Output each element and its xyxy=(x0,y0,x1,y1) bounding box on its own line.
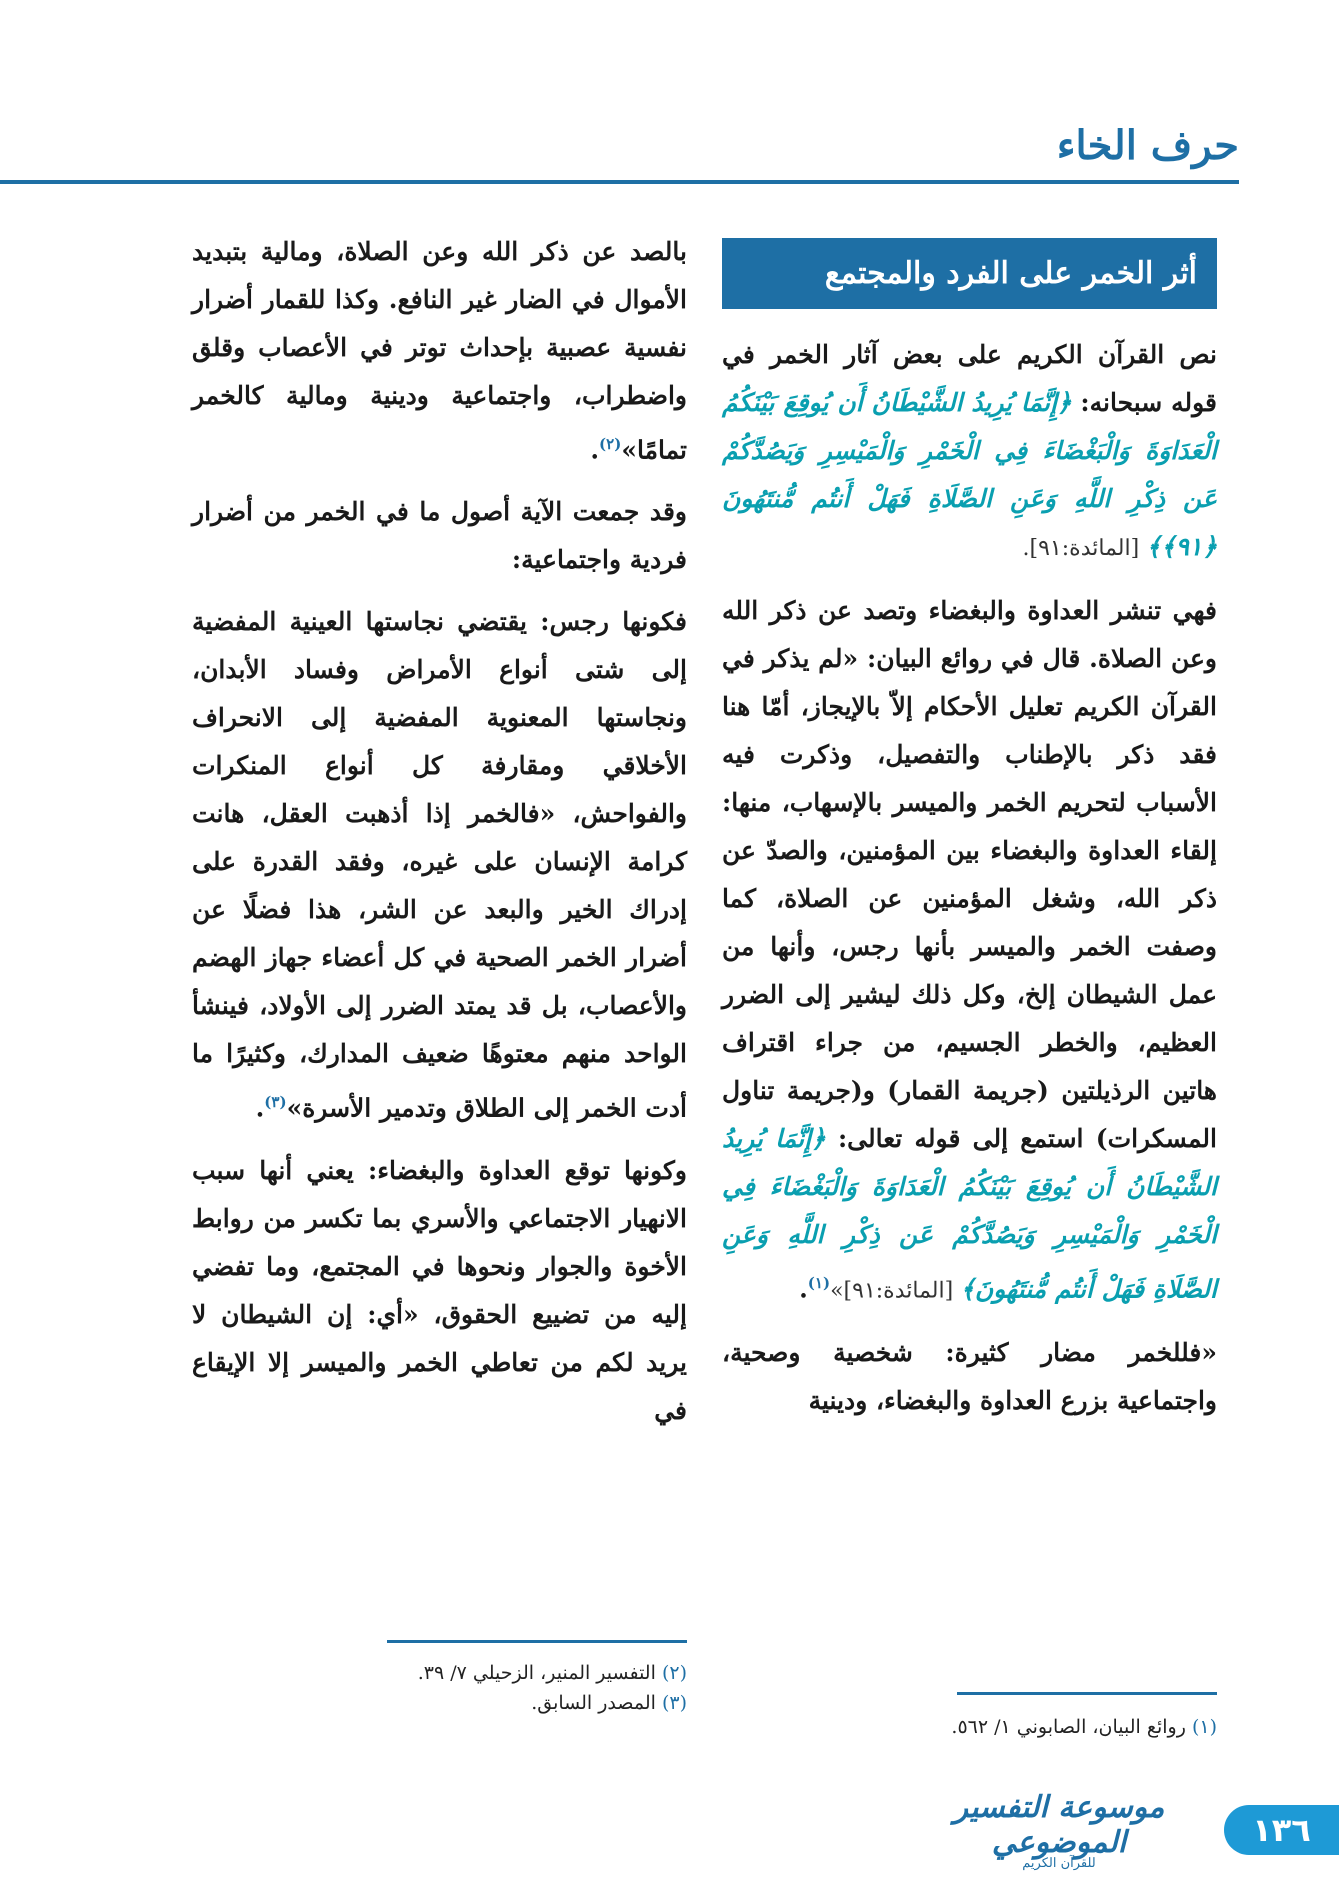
footnote-rule-right xyxy=(957,1692,1217,1695)
section-title: أثر الخمر على الفرد والمجتمع xyxy=(722,238,1217,309)
logo-title: موسوعة التفسير الموضوعي xyxy=(953,1790,1165,1860)
right-column xyxy=(722,230,1217,1439)
paragraph-enmity: وكونها توقع العداوة والبغضاء: يعني أنها سبب الانهيار الاجتماعي والأسري بما تكسر من روابط الأخوة والجوار ونحوها في المجتمع، وما تفضي إليه من تضييع الحقوق، «أي: إن الشيطان لا يريد لكم من تعاطي الخمر والميسر إلا الإيقاع في xyxy=(192,1155,687,1425)
header-rule xyxy=(0,180,1239,184)
continued-text: بالصد عن ذكر الله وعن الصلاة، ومالية بتبديد الأموال في الضار غير النافع. وكذا للقمار أضرار نفسية عصبية بإحداث توتر في الأعصاب وقلق واضطراب، واجتماعية ودينية ومالية كالخمر تمامًا» xyxy=(192,237,687,465)
footnote-marker-2[interactable]: (٢) xyxy=(599,435,622,453)
paragraph-rijs xyxy=(192,598,687,1132)
intro-text: نص القرآن الكريم على بعض آثار الخمر في قوله سبحانه: xyxy=(722,340,1217,417)
paragraph-summary: وقد جمعت الآية أصول ما في الخمر من أضرار فردية واجتماعية: xyxy=(192,497,687,575)
paragraph-end: . xyxy=(799,1274,808,1304)
logo-subtitle: للقرآن الكريم xyxy=(1022,1856,1096,1871)
footnote-text: المصدر السابق. xyxy=(531,1692,656,1714)
paragraph-end: . xyxy=(255,1093,265,1123)
chapter-title: حرف الخاء xyxy=(1056,122,1239,169)
paragraph-continued xyxy=(192,228,687,474)
footnote-number: (٢) xyxy=(661,1662,687,1684)
verse-reference: [المائدة:٩١]. xyxy=(1022,536,1147,561)
footnote-1 xyxy=(722,1712,1217,1742)
left-column xyxy=(192,228,687,1449)
encyclopedia-logo xyxy=(919,1790,1199,1871)
footnote-text: روائع البيان، الصابوني ١/ ٥٦٢. xyxy=(951,1716,1186,1738)
quran-verse-2: ﴿إِنَّمَا يُرِيدُ الشَّيْطَانُ أَن يُوقِعَ بَيْنَكُمُ الْعَدَاوَةَ وَالْبَغْضَاءَ فِي الْخَمْرِ وَالْمَيْسِرِ وَيَصُدَّكُمْ عَن ذِكْرِ اللَّهِ وَعَنِ الصَّلَاةِ فَهَلْ أَنتُم مُّنتَهُونَ﴾ xyxy=(722,1124,1217,1304)
footnote-marker-1[interactable]: (١) xyxy=(807,1274,831,1292)
paragraph-rawai xyxy=(722,587,1217,1315)
quran-verse: ﴿إِنَّمَا يُرِيدُ الشَّيْطَانُ أَن يُوقِعَ بَيْنَكُمُ الْعَدَاوَةَ وَالْبَغْضَاءَ فِي الْخَمْرِ وَالْمَيْسِرِ وَيَصُدَّكُمْ عَن ذِكْرِ اللَّهِ وَعَنِ الصَّلَاةِ فَهَلْ أَنتُم مُّنتَهُونَ ﴿٩١﴾﴾ xyxy=(722,388,1217,561)
paragraph-end: . xyxy=(590,435,600,465)
paragraph-harms: «فللخمر مضار كثيرة: شخصية وصحية، واجتماعية بزرع العداوة والبغضاء، ودينية xyxy=(722,1338,1217,1416)
verse-reference-2: [المائدة:٩١]» xyxy=(830,1278,961,1304)
page-number-badge: ١٣٦ xyxy=(1224,1805,1339,1855)
rawai-text: فهي تنشر العداوة والبغضاء وتصد عن ذكر الله وعن الصلاة. قال في روائع البيان: «لم يذكر في القرآن الكريم تعليل الأحكام إلاّ بالإيجاز، أمّا هنا فقد ذكر بالإطناب والتفصيل، وذكرت فيه الأسباب لتحريم الخمر والميسر بالإسهاب، منها: إلقاء العداوة والبغضاء بين المؤمنين، والصدّ عن ذكر الله، وشغل المؤمنين عن الصلاة، كما وصفت الخمر والميسر بأنها رجس، وأنها من عمل الشيطان إلخ، وكل ذلك ليشير إلى الضرر العظيم، والخطر الجسيم، من جراء اقتراف هاتين الرذيلتين (جريمة القمار) و(جريمة تناول المسكرات) استمع إلى قوله تعالى: xyxy=(722,596,1217,1153)
footnote-3 xyxy=(192,1688,687,1718)
paragraph-intro xyxy=(722,331,1217,573)
footnote-text: التفسير المنير، الزحيلي ٧/ ٣٩. xyxy=(417,1662,656,1684)
footnote-number: (١) xyxy=(1191,1716,1217,1738)
footnote-rule-left xyxy=(387,1640,687,1643)
footnotes-left xyxy=(192,1658,687,1718)
footnote-number: (٣) xyxy=(661,1692,687,1714)
footnote-2 xyxy=(192,1658,687,1688)
rijs-text: فكونها رجس: يقتضي نجاستها العينية المفضية إلى شتى أنواع الأمراض وفساد الأبدان، ونجاستها المعنوية المفضية إلى الانحراف الأخلاقي ومقارفة كل أنواع المنكرات والفواحش، «فالخمر إذا أذهبت العقل، هانت كرامة الإنسان على غيره، وفقد القدرة على إدراك الخير والبعد عن الشر، هذا فضلًا عن أضرار الخمر الصحية في كل أعضاء جهاز الهضم والأعصاب، بل قد يمتد الضرر إلى الأولاد، فينشأ الواحد منهم معتوهًا ضعيف المدارك، وكثيرًا ما أدت الخمر إلى الطلاق وتدمير الأسرة» xyxy=(192,607,687,1123)
footnotes-right xyxy=(722,1712,1217,1742)
footnote-marker-3[interactable]: (٣) xyxy=(264,1093,287,1112)
